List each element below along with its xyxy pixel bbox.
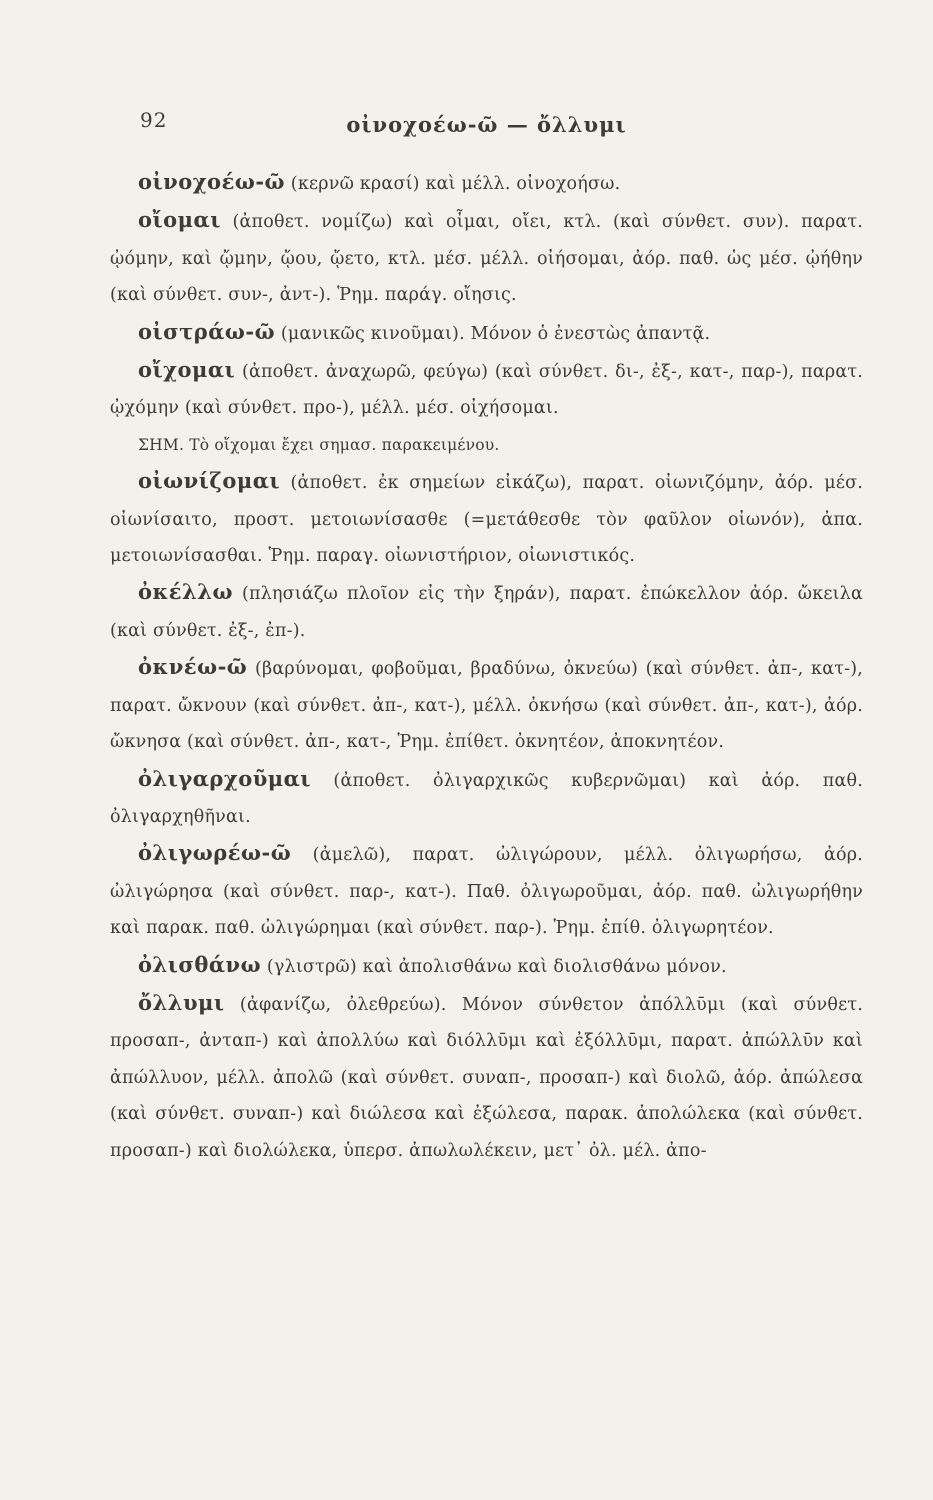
page-header [110,108,863,154]
entry-text: (γλιστρῶ) καὶ ἀπολισθάνω καὶ διολισθάνω μόνον. [261,956,727,977]
entry-lemma: ὀλιγαρχοῦμαι [138,765,311,791]
entry-lemma: ὀκέλλω [138,579,233,605]
entry-text: (ἀποθετ. ἀναχωρῶ, φεύγω) (καὶ σύνθετ. δι-, ἐξ-, κατ-, παρ-), παρατ. ᾠχόμην (καὶ σύνθετ. προ-), μέλλ. μέσ. οἰχήσομαι. [110,362,863,419]
entry-lemma: ὄλλυμι [138,989,225,1015]
dictionary-entry [110,202,863,313]
entry-text: (κερνῶ κρασί) καὶ μέλλ. οἰνοχοήσω. [285,174,621,194]
entry-text: (μανικῶς κινοῦμαι). Μόνον ὁ ἐνεστὼς ἀπαντᾷ. [275,323,711,344]
dictionary-entry [110,761,863,836]
dictionary-entry [110,947,863,985]
dictionary-entry [110,985,863,1169]
entry-text: (βαρύνομαι, φοβοῦμαι, βραδύνω, ὀκνεύω) (καὶ σύνθετ. ἀπ-, κατ-), παρατ. ὤκνουν (καὶ σύνθετ. ἀπ-, κατ-), μέλλ. ὀκνήσω (καὶ σύνθετ. ἀπ-, κατ-), ἀόρ. ὤκνησα (καὶ σύνθετ. ἀπ-, κατ-, Ῥημ. ἐπίθετ. ὀκνητέον, ἀποκνητέον. [110,659,863,753]
dictionary-entry [110,649,863,760]
running-head: οἰνοχοέω-ῶ — ὄλλυμι [346,112,627,137]
entry-lemma: ὀλισθάνω [138,951,262,977]
entry-list [110,164,863,1169]
dictionary-note [110,427,863,463]
dictionary-entry [110,835,863,946]
dictionary-entry [110,164,863,202]
dictionary-entry [110,463,863,574]
entry-lemma: οἰστράω-ῶ [138,318,276,344]
entry-lemma: οἴομαι [138,207,221,233]
entry-text: (ἀμελῶ), παρατ. ὠλιγώρουν, μέλλ. ὀλιγωρήσω, ἀόρ. ὠλιγώρησα (καὶ σύνθετ. παρ-, κατ-). Παθ. ὀλιγωροῦμαι, ἀόρ. παθ. ὠλιγωρήθην καὶ παρακ. παθ. ὠλιγώρημαι (καὶ σύνθετ. παρ-). Ῥημ. ἐπίθ. ὀλιγωρητέον. [110,845,863,939]
dictionary-entry [110,314,863,352]
dictionary-entry [110,574,863,649]
entry-text: (ἀποθετ. ὀλιγαρχικῶς κυβερνῶμαι) καὶ ἀόρ. παθ. ὀλιγαρχηθῆναι. [110,770,863,827]
entry-text: (ἀποθετ. ἐκ σημείων εἰκάζω), παρατ. οἰωνιζόμην, ἀόρ. μέσ. οἰωνίσαιτο, προστ. μετοιωνίσασθε (=μετάθεσθε τὸν φαῦλον οἰωνόν), ἀπα. μετοιωνίσασθαι. Ῥημ. παραγ. οἰωνιστήριον, οἰωνιστικός. [110,473,863,567]
entry-lemma: ὀκνέω-ῶ [138,654,248,680]
note-text: ΣΗΜ. Τὸ οἴχομαι ἔχει σημασ. παρακειμένου. [138,435,500,454]
entry-text: (πλησιάζω πλοῖον εἰς τὴν ξηράν), παρατ. ἐπώκελλον ἀόρ. ὤκειλα (καὶ σύνθετ. ἐξ-, ἐπ-). [110,584,863,641]
entry-lemma: οἴχομαι [138,357,236,383]
entry-text: (ἀφανίζω, ὀλεθρεύω). Μόνον σύνθετον ἀπόλλῡμι (καὶ σύνθετ. προσαπ-, ἀνταπ-) καὶ ἀπολλύω καὶ διόλλῡμι καὶ ἐξόλλῡμι, παρατ. ἀπώλλῡν καὶ ἀπώλλυον, μέλλ. ἀπολῶ (καὶ σύνθετ. συναπ-, προσαπ-) καὶ διολῶ, ἀόρ. ἀπώλεσα (καὶ σύνθετ. συναπ-) καὶ διώλεσα καὶ ἐξώλεσα, παρακ. ἀπολώλεκα (καὶ σύνθετ. προσαπ-) καὶ διολώλεκα, ὑπερσ. ἀπωλωλέκειν, μετ᾽ ὀλ. μέλ. ἀπο- [110,994,863,1161]
entry-lemma: οἰνοχοέω-ῶ [138,169,286,194]
page-number: 92 [140,108,168,132]
dictionary-entry [110,352,863,427]
entry-lemma: ὀλιγωρέω-ῶ [138,840,292,866]
entry-lemma: οἰωνίζομαι [138,468,281,494]
entry-text: (ἀποθετ. νομίζω) καὶ οἶμαι, οἴει, κτλ. (καὶ σύνθετ. συν). παρατ. ᾠόμην, καὶ ᾤμην, ᾤου, ᾤετο, κτλ. μέσ. μέλλ. οἰήσομαι, ἀόρ. παθ. ὡς μέσ. ᾠήθην (καὶ σύνθετ. συν-, ἀντ-). Ῥημ. παράγ. οἴησις. [110,212,863,306]
